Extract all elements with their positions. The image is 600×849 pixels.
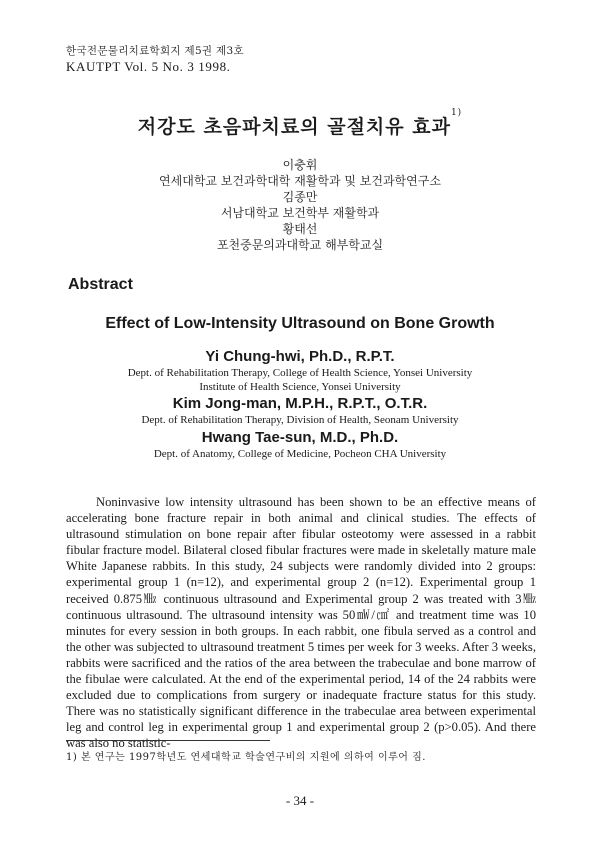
english-author-3-dept-1: Dept. of Anatomy, College of Medicine, Pocheon CHA University <box>153 448 447 460</box>
footnote: 1) 본 연구는 1997학년도 연세대학교 학술연구비의 지원에 의하여 이루어 짐. <box>66 752 426 763</box>
english-author-1-dept-1: Dept. of Rehabilitation Therapy, College of Health Science, Yonsei University <box>127 367 473 379</box>
korean-title <box>0 108 600 139</box>
korean-author-2-affiliation: 서남대학교 보건학부 재활학과 <box>220 206 380 220</box>
footnote-divider <box>66 740 270 741</box>
korean-title-text: 저강도 초음파치료의 골절치유 효과 <box>137 116 451 138</box>
english-author-2-dept-1: Dept. of Rehabilitation Therapy, Division of Health, Seonam University <box>141 414 459 426</box>
journal-header-korean: 한국전문물리치료학회지 제5권 제3호 <box>66 45 244 57</box>
korean-author-3-affiliation: 포천중문의과대학교 해부학교실 <box>216 238 384 252</box>
abstract-body: Noninvasive low intensity ultrasound has been shown to be an effective means of accelerating bone fracture repair in both animal and clinical studies. The effects of ultrasound stimulation on bone repair after fibular osteotomy were assessed in a rabbit fibular fracture model. Bilateral closed fibular fractures were made in skeletally mature male White Japanese rabbits. In this study, 24 subjects were randomly divided into 2 groups: experimental group 1 (n=12), and experimental group 2 (n=12). Experimental group 1 received 0.875㎒ continuous ultrasound and Experimental group 2 was treated with 3㎒ continuous ultrasound. The ultrasound intensity was 50㎽/㎠ and treatment time was 10 minutes for every session in both groups. In each rabbit, one fibula served as a control and the other was subjected to ultrasound treatment 5 times per week for 3 weeks. After 3 weeks, rabbits were sacrificed and the ratios of the area between the trabeculae and bone marrow of the fibulae were calculated. At the end of the experimental period, 14 of the 24 rabbits were excluded due to complications from surgery or inadequate fracture status for this study. There was no statistically significant difference in the trabeculae area between experimental leg and control leg in experimental group 1 and experimental group 2 (p>0.05). And there was also no statistic- <box>66 495 536 751</box>
abstract-heading: Abstract <box>68 276 133 293</box>
korean-author-1-affiliation: 연세대학교 보건과학대학 재활학과 및 보건과학연구소 <box>159 174 441 188</box>
english-author-1-name: Yi Chung-hwi, Ph.D., R.P.T. <box>205 348 395 365</box>
korean-author-2-name: 김종만 <box>282 190 318 204</box>
page-number: - 34 - <box>285 793 315 808</box>
english-author-3-name: Hwang Tae-sun, M.D., Ph.D. <box>201 429 399 446</box>
korean-author-1-name: 이충휘 <box>282 158 318 172</box>
title-footnote-mark: 1) <box>450 108 463 118</box>
korean-author-3-name: 황태선 <box>282 222 318 236</box>
english-author-2-name: Kim Jong-man, M.P.H., R.P.T., O.T.R. <box>172 395 428 412</box>
english-author-1-dept-2: Institute of Health Science, Yonsei University <box>199 381 401 393</box>
journal-header-english: KAUTPT Vol. 5 No. 3 1998. <box>66 59 231 74</box>
english-title: Effect of Low-Intensity Ultrasound on Bone Growth <box>105 315 495 332</box>
